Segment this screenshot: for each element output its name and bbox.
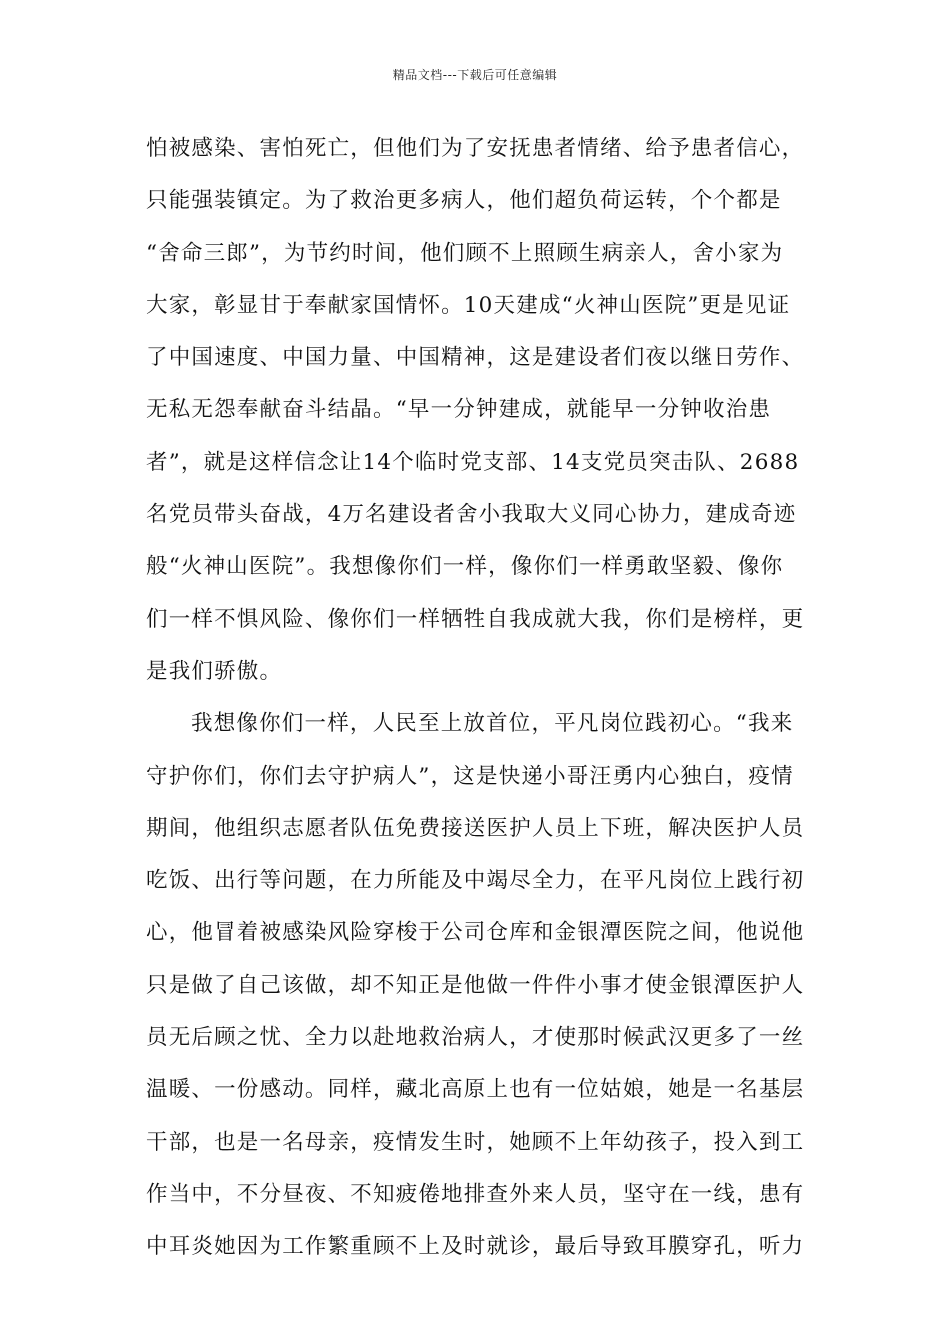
text-line: 了中国速度、中国力量、中国精神，这是建设者们夜以继日劳作、 xyxy=(146,345,805,371)
text-line: 是我们骄傲。 xyxy=(146,658,283,684)
text-line: 大家，彰显甘于奉献家国情怀。10天建成“火神山医院”更是见证 xyxy=(146,292,791,318)
text-line: 只能强装镇定。为了救治更多病人，他们超负荷运转，个个都是 xyxy=(146,188,782,214)
text-line: 员无后顾之忧、全力以赴地救治病人，才使那时候武汉更多了一丝 xyxy=(146,1025,805,1051)
text-line: 心，他冒着被感染风险穿梭于公司仓库和金银潭医院之间，他说他 xyxy=(146,920,805,946)
text-line: 中耳炎她因为工作繁重顾不上及时就诊，最后导致耳膜穿孔，听力 xyxy=(146,1234,805,1260)
text-line: 守护你们，你们去守护病人”，这是快递小哥汪勇内心独白，疫情 xyxy=(146,763,794,789)
text-line: 怕被感染、害怕死亡，但他们为了安抚患者情绪、给予患者信心， xyxy=(146,136,805,161)
document-body xyxy=(146,123,806,1274)
paragraph xyxy=(146,698,806,1273)
text-line: 名党员带头奋战，4万名建设者舍小我取大义同心协力，建成奇迹 xyxy=(146,502,797,528)
text-line: “舍命三郎”，为节约时间，他们顾不上照顾生病亲人，舍小家为 xyxy=(146,240,784,266)
text-line: 温暖、一份感动。同样，藏北高原上也有一位姑娘，她是一名基层 xyxy=(146,1077,805,1103)
text-line: 我想像你们一样，人民至上放首位，平凡岗位践初心。“我来 xyxy=(191,711,794,737)
text-line: 无私无怨奉献奋斗结晶。“早一分钟建成，就能早一分钟收治患 xyxy=(146,397,772,423)
text-line: 只是做了自己该做，却不知正是他做一件件小事才使金银潭医护人 xyxy=(146,972,805,998)
text-line: 们一样不惧风险、像你们一样牺牲自我成就大我，你们是榜样，更 xyxy=(146,606,805,632)
text-line: 干部，也是一名母亲，疫情发生时，她顾不上年幼孩子，投入到工 xyxy=(146,1129,805,1155)
text-line: 者”，就是这样信念让14个临时党支部、14支党员突击队、2688 xyxy=(146,449,800,475)
page-header: 精品文档---下载后可任意编辑 xyxy=(392,68,558,82)
text-line: 期间，他组织志愿者队伍免费接送医护人员上下班，解决医护人员 xyxy=(146,815,805,841)
text-line: 吃饭、出行等问题，在力所能及中竭尽全力，在平凡岗位上践行初 xyxy=(146,868,805,894)
text-line: 般“火神山医院”。我想像你们一样，像你们一样勇敢坚毅、像你 xyxy=(146,554,784,580)
text-line: 作当中，不分昼夜、不知疲倦地排查外来人员，坚守在一线，患有 xyxy=(146,1181,805,1207)
paragraph xyxy=(146,123,806,698)
